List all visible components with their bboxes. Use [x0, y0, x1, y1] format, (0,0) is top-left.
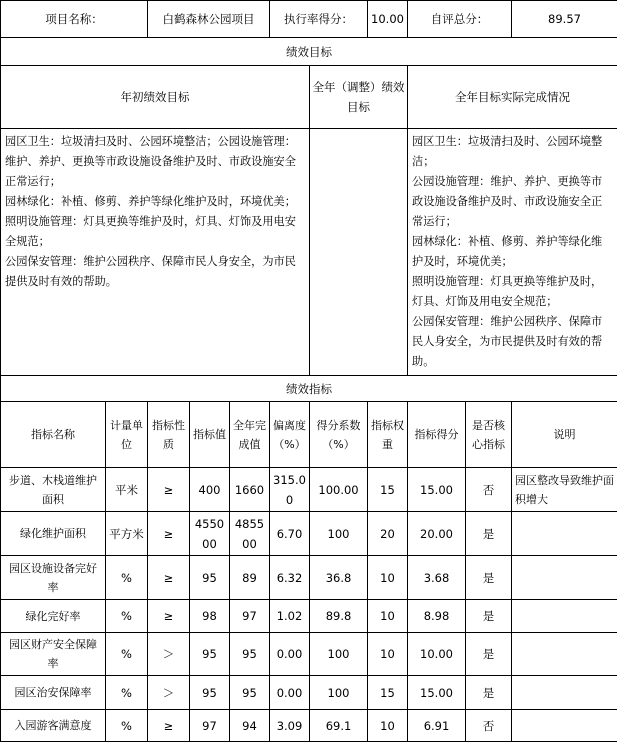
actual-cell: 1660: [230, 468, 270, 512]
deviation-cell: 3.09: [270, 710, 310, 742]
header-row: [1, 1, 617, 38]
col-header: 指标权重: [368, 402, 408, 468]
target-cell: 97: [190, 710, 230, 742]
col-header: 全年完成值: [230, 402, 270, 468]
score-cell: 15.00: [408, 676, 466, 710]
col-header: 指标得分: [408, 402, 466, 468]
col-header: 是否核心指标: [466, 402, 512, 468]
coefficient-cell: 89.8: [310, 600, 368, 633]
weight-cell: 10: [368, 600, 408, 633]
indicator-name: 绿化维护面积: [1, 512, 106, 556]
adjusted-goal-header: 全年（调整）绩效目标: [310, 66, 408, 129]
unit-cell: 平米: [106, 468, 148, 512]
remark-cell: [512, 676, 617, 710]
weight-cell: 15: [368, 468, 408, 512]
actual-line: 园林绿化：补植、修剪、养护等绿化维护及时，环境优美；: [412, 232, 613, 272]
actual-completion-text: [408, 129, 617, 376]
core-flag-cell: 是: [466, 676, 512, 710]
nature-cell: ≥: [148, 468, 190, 512]
actual-cell: 89: [230, 556, 270, 600]
target-cell: 455000: [190, 512, 230, 556]
nature-cell: ＞: [148, 633, 190, 676]
col-header: 得分系数（%）: [310, 402, 368, 468]
remark-cell: 园区整改导致维护面积增大: [512, 468, 617, 512]
project-label: 项目名称：: [1, 1, 148, 38]
remark-cell: [512, 600, 617, 633]
col-header: 说明: [512, 402, 617, 468]
score-cell: 3.68: [408, 556, 466, 600]
rate-label: 执行率得分：: [270, 1, 368, 38]
unit-cell: %: [106, 676, 148, 710]
core-flag-cell: 是: [466, 556, 512, 600]
adjusted-goal-text: [310, 129, 408, 376]
actual-line: 公园设施管理：维护、养护、更换等市政设施设备维护及时、市政设施安全正常运行；: [412, 172, 613, 232]
actual-line: 公园保安管理：维护公园秩序、保障市民人身安全，为市民提供及时有效的帮助。: [412, 312, 613, 372]
target-cell: 95: [190, 676, 230, 710]
core-flag-cell: 是: [466, 512, 512, 556]
core-flag-cell: 否: [466, 468, 512, 512]
indicators-section-title: 绩效指标: [1, 376, 617, 402]
col-header: 偏离度（%）: [270, 402, 310, 468]
nature-cell: ＞: [148, 676, 190, 710]
actual-line: 照明设施管理：灯具更换等维护及时，灯具、灯饰及用电安全规范；: [412, 272, 613, 312]
weight-cell: 10: [368, 633, 408, 676]
deviation-cell: 1.02: [270, 600, 310, 633]
actual-completion-header: 全年目标实际完成情况: [408, 66, 617, 129]
coefficient-cell: 100.00: [310, 468, 368, 512]
nature-cell: ≥: [148, 512, 190, 556]
core-flag-cell: 否: [466, 710, 512, 742]
indicators-title-row: [1, 376, 617, 402]
remark-cell: [512, 710, 617, 742]
unit-cell: %: [106, 556, 148, 600]
deviation-cell: 6.32: [270, 556, 310, 600]
remark-cell: [512, 633, 617, 676]
coefficient-cell: 100: [310, 512, 368, 556]
unit-cell: %: [106, 710, 148, 742]
weight-cell: 10: [368, 556, 408, 600]
indicators-header-row: [1, 402, 617, 468]
score-cell: 10.00: [408, 633, 466, 676]
score-value: 89.57: [512, 1, 617, 38]
indicator-name: 绿化完好率: [1, 600, 106, 633]
coefficient-cell: 69.1: [310, 710, 368, 742]
initial-goal-line: 公园保安管理：维护公园秩序、保障市民人身安全，为市民提供及时有效的帮助。: [5, 252, 305, 292]
deviation-cell: 6.70: [270, 512, 310, 556]
unit-cell: 平方米: [106, 512, 148, 556]
table-row: [1, 512, 617, 556]
core-flag-cell: 是: [466, 633, 512, 676]
indicator-name: 园区财产安全保障率: [1, 633, 106, 676]
rate-value: 10.00: [368, 1, 408, 38]
deviation-cell: 0.00: [270, 676, 310, 710]
unit-cell: %: [106, 633, 148, 676]
actual-cell: 95: [230, 633, 270, 676]
goals-title-row: [1, 38, 617, 66]
actual-line: 园区卫生：垃圾清扫及时、公园环境整洁；: [412, 132, 613, 172]
deviation-cell: 0.00: [270, 633, 310, 676]
col-header: 指标值: [190, 402, 230, 468]
target-cell: 95: [190, 556, 230, 600]
initial-goal-line: 园林绿化：补植、修剪、养护等绿化维护及时，环境优美；: [5, 192, 305, 212]
coefficient-cell: 100: [310, 676, 368, 710]
actual-cell: 97: [230, 600, 270, 633]
table-row: [1, 633, 617, 676]
goals-header-row: [1, 66, 617, 129]
initial-goal-line: 照明设施管理：灯具更换等维护及时，灯具、灯饰及用电安全规范；: [5, 212, 305, 252]
score-cell: 8.98: [408, 600, 466, 633]
weight-cell: 10: [368, 710, 408, 742]
deviation-cell: 315.00: [270, 468, 310, 512]
goals-section-title: 绩效目标: [1, 38, 617, 66]
score-label: 自评总分：: [408, 1, 512, 38]
table-row: [1, 710, 617, 742]
table-row: [1, 676, 617, 710]
weight-cell: 15: [368, 676, 408, 710]
initial-goal-header: 年初绩效目标: [1, 66, 310, 129]
coefficient-cell: 36.8: [310, 556, 368, 600]
unit-cell: %: [106, 600, 148, 633]
actual-cell: 94: [230, 710, 270, 742]
score-cell: 6.91: [408, 710, 466, 742]
initial-goal-text: [1, 129, 310, 376]
remark-cell: [512, 512, 617, 556]
col-header: 指标性质: [148, 402, 190, 468]
project-name: 白鹤森林公园项目: [148, 1, 270, 38]
target-cell: 400: [190, 468, 230, 512]
initial-goal-line: 园区卫生：垃圾清扫及时、公园环境整洁；公园设施管理：维护、养护、更换等市政设施设备维护及时、市政设施安全正常运行；: [5, 132, 305, 192]
table-row: [1, 556, 617, 600]
target-cell: 95: [190, 633, 230, 676]
score-cell: 20.00: [408, 512, 466, 556]
indicator-name: 园区设施设备完好率: [1, 556, 106, 600]
nature-cell: ≥: [148, 600, 190, 633]
coefficient-cell: 100: [310, 633, 368, 676]
actual-cell: 95: [230, 676, 270, 710]
weight-cell: 20: [368, 512, 408, 556]
core-flag-cell: 是: [466, 600, 512, 633]
score-cell: 15.00: [408, 468, 466, 512]
table-row: [1, 600, 617, 633]
target-cell: 98: [190, 600, 230, 633]
goals-content-row: [1, 129, 617, 376]
indicator-name: 园区治安保障率: [1, 676, 106, 710]
nature-cell: ≥: [148, 710, 190, 742]
indicator-name: 入园游客满意度: [1, 710, 106, 742]
remark-cell: [512, 556, 617, 600]
indicator-name: 步道、木栈道维护面积: [1, 468, 106, 512]
actual-cell: 485500: [230, 512, 270, 556]
col-header: 指标名称: [1, 402, 106, 468]
col-header: 计量单位: [106, 402, 148, 468]
nature-cell: ≥: [148, 556, 190, 600]
table-row: [1, 468, 617, 512]
